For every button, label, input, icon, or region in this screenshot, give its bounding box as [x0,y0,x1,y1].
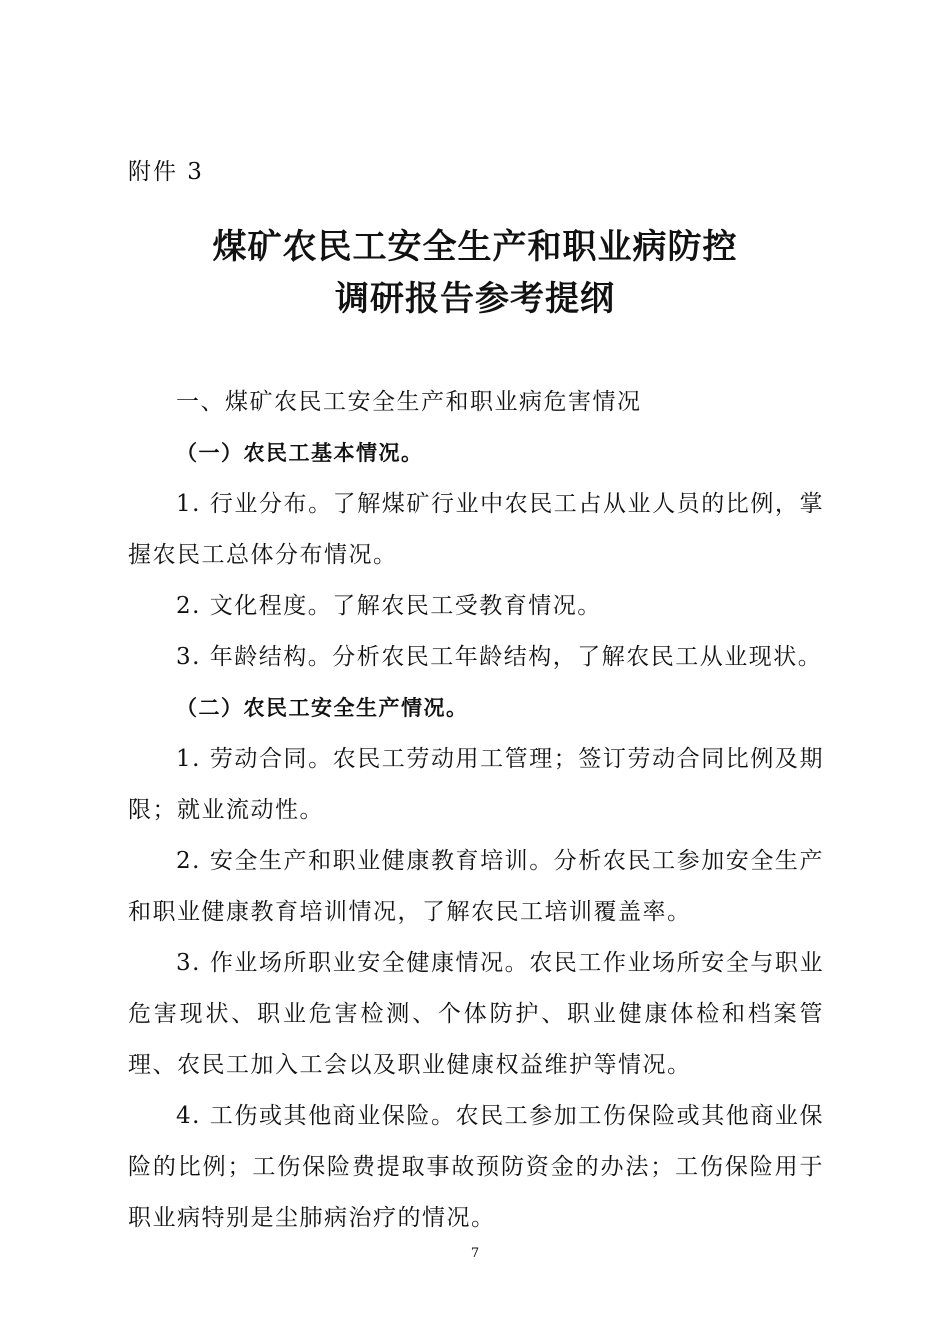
paragraph: 2. 文化程度。了解农民工受教育情况。 [176,593,602,619]
page-number: 7 [470,1246,480,1261]
document-title-line1: 煤矿农民工安全生产和职业病防控 [212,227,738,267]
document-title-line2: 调研报告参考提纲 [335,279,615,319]
document-body [128,377,824,1244]
paragraph: 1. 行业分布。了解煤矿行业中农民工占从业人员的比例，掌握农民工总体分布情况。 [128,491,824,568]
paragraph: 4. 工伤或其他商业保险。农民工参加工伤保险或其他商业保险的比例；工伤保险费提取事故预防资金的办法；工伤保险用于职业病特别是尘肺病治疗的情况。 [128,1103,824,1231]
paragraph: 1. 劳动合同。农民工劳动用工管理；签订劳动合同比例及期限；就业流动性。 [128,746,824,823]
subsection-heading-1: （一）农民工基本情况。 [176,441,424,465]
section-heading-1: 一、煤矿农民工安全生产和职业病危害情况 [176,389,642,415]
paragraph: 3. 作业场所职业安全健康情况。农民工作业场所安全与职业危害现状、职业危害检测、个体防护、职业健康体检和档案管理、农民工加入工会以及职业健康权益维护等情况。 [128,950,824,1078]
paragraph: 3. 年龄结构。分析农民工年龄结构，了解农民工从业现状。 [176,644,823,670]
attachment-label: 附件 3 [128,159,204,185]
subsection-heading-2: （二）农民工安全生产情况。 [176,696,469,720]
paragraph: 2. 安全生产和职业健康教育培训。分析农民工参加安全生产和职业健康教育培训情况，了解农民工培训覆盖率。 [128,848,824,925]
